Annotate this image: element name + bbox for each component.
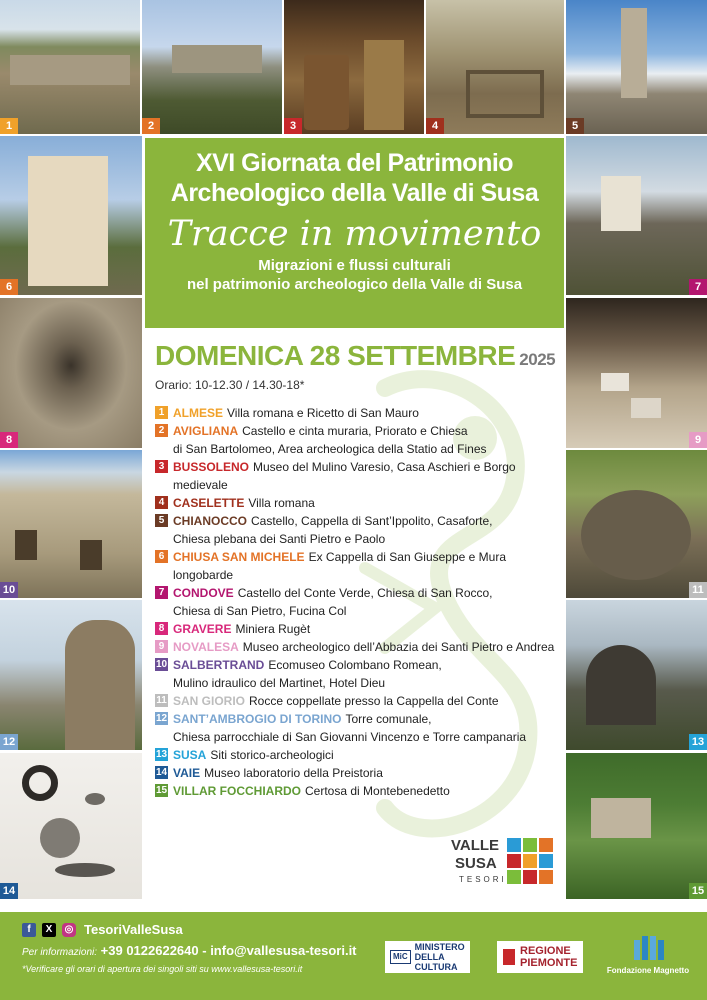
site-number-badge: 13 [155, 748, 168, 760]
site-town: AVIGLIANA [173, 424, 239, 438]
site-town: SANT’AMBROGIO DI TORINO [173, 712, 342, 726]
site-text [173, 620, 560, 638]
photo-6-chiusa-san-michele [0, 136, 142, 295]
site-town: SAN GIORIO [173, 694, 246, 708]
site-description: Chiesa plebana dei Santi Pietro e Paolo [173, 532, 386, 546]
event-title [145, 148, 564, 208]
photo-number: 12 [0, 734, 18, 750]
site-number-badge: 3 [155, 460, 168, 473]
site-town: CHIANOCCO [173, 514, 247, 528]
site-item [155, 656, 560, 674]
event-title-line1: XVI Giornata del Patrimonio [195, 149, 514, 177]
photo-number: 13 [689, 734, 707, 750]
mic-abbr: MiC [390, 950, 411, 964]
photo-number: 3 [284, 118, 302, 134]
photo-number: 2 [142, 118, 160, 134]
site-text [173, 422, 560, 440]
site-text [173, 764, 560, 782]
site-town: GRAVERE [173, 622, 232, 636]
photo-number: 15 [689, 883, 707, 899]
photo-15-villar-focchiardo [566, 753, 707, 899]
site-item [155, 620, 560, 638]
instagram-icon[interactable]: ◎ [62, 923, 76, 937]
site-item-continuation [155, 440, 560, 458]
site-text [173, 638, 560, 656]
photo-number: 6 [0, 279, 18, 295]
site-number-badge: 10 [155, 658, 168, 670]
event-subtitle-line2: nel patrimonio archeologico della Valle di Susa [186, 276, 523, 293]
site-description: Chiesa parrocchiale di San Giovanni Vincenzo e Torre campanaria [173, 730, 527, 744]
mic-line1: MINISTERO [414, 942, 465, 952]
site-town: SALBERTRAND [173, 658, 265, 672]
contact-info [22, 943, 357, 958]
site-description: Siti storico-archeologici [210, 748, 334, 762]
site-item [155, 422, 560, 440]
regione-line2: PIEMONTE [520, 957, 578, 969]
social-handle[interactable]: TesoriValleSusa [84, 922, 183, 937]
site-text [173, 440, 560, 458]
photo-number: 11 [689, 582, 707, 598]
site-item [155, 512, 560, 530]
event-subtitle [145, 256, 564, 294]
photo-number: 10 [0, 582, 18, 598]
photo-4-caselette [426, 0, 564, 134]
photo-8-gravere [0, 298, 142, 448]
photo-number: 9 [689, 432, 707, 448]
site-item [155, 638, 560, 656]
photo-number: 4 [426, 118, 444, 134]
site-description: Torre comunale, [345, 712, 432, 726]
site-description: Villa romana e Ricetto di San Mauro [227, 406, 419, 420]
site-text [173, 782, 560, 800]
fondazione-name: Fondazione Magnetto [606, 966, 690, 975]
magnetto-emblem-icon [630, 934, 666, 964]
site-item [155, 458, 560, 494]
event-subtitle-line1: Migrazioni e flussi culturali [258, 257, 451, 274]
ministero-cultura-logo [385, 932, 470, 982]
site-text [173, 530, 560, 548]
site-item [155, 494, 560, 512]
photo-number: 7 [689, 279, 707, 295]
site-item [155, 764, 560, 782]
badge-spacer [155, 604, 168, 617]
site-item [155, 746, 560, 764]
opening-hours: Orario: 10-12.30 / 14.30-18* [155, 378, 305, 392]
site-description: Castello e cinta muraria, Priorato e Chiesa [242, 424, 468, 438]
site-list [155, 404, 560, 800]
photo-14-vaie [0, 753, 142, 899]
site-text [173, 548, 560, 584]
site-town: SUSA [173, 748, 207, 762]
photo-13-susa [566, 600, 707, 750]
site-description: Ecomuseo Colombano Romean, [268, 658, 442, 672]
site-description: di San Bartolomeo, Area archeologica della Statio ad Fines [173, 442, 487, 456]
valle-susa-tesori-logo [451, 833, 561, 888]
site-town: VAIE [173, 766, 201, 780]
logo-line3: TESORI [459, 875, 507, 884]
event-date-text: DOMENICA 28 SETTEMBRE [155, 340, 516, 371]
site-number-badge: 15 [155, 784, 168, 796]
site-description: Miniera Rugèt [235, 622, 311, 636]
site-text [173, 728, 560, 746]
photo-number: 14 [0, 883, 18, 899]
site-number-badge: 9 [155, 640, 168, 653]
site-text [173, 692, 560, 710]
event-tagline: Tracce in movimento [167, 214, 542, 254]
site-item [155, 710, 560, 728]
photo-12-santambrogio [0, 600, 142, 750]
site-item-continuation [155, 602, 560, 620]
site-item-continuation [155, 728, 560, 746]
site-town: BUSSOLENO [173, 460, 250, 474]
photo-7-condove [566, 136, 707, 295]
site-description: Museo archeologico dell’Abbazia dei Santi Pietro e Andrea [242, 640, 555, 654]
x-icon[interactable]: X [42, 923, 56, 937]
site-text [173, 602, 560, 620]
site-text [173, 710, 560, 728]
site-description: Museo laboratorio della Preistoria [204, 766, 383, 780]
site-description: Certosa di Montebenedetto [305, 784, 450, 798]
photo-2-avigliana [142, 0, 282, 134]
site-number-badge: 11 [156, 694, 167, 706]
site-number-badge: 1 [155, 406, 168, 419]
badge-spacer [155, 442, 168, 455]
site-town: CASELETTE [173, 496, 245, 510]
site-item [155, 782, 560, 800]
facebook-icon[interactable]: f [22, 923, 36, 937]
photo-11-san-giorio [566, 450, 707, 598]
event-year: 2025 [519, 350, 556, 369]
photo-3-bussoleno [284, 0, 424, 134]
site-description: Villa romana [248, 496, 315, 510]
site-text [173, 584, 560, 602]
phone-number[interactable]: +39 0122622640 [100, 943, 199, 958]
site-number-badge: 2 [155, 424, 168, 437]
site-description: Rocce coppellate presso la Cappella del Conte [249, 694, 499, 708]
badge-spacer [155, 532, 168, 545]
site-item [155, 584, 560, 602]
fondazione-magnetto-logo [598, 934, 698, 984]
site-town: CONDOVE [173, 586, 234, 600]
site-text [173, 656, 560, 674]
photo-number: 8 [0, 432, 18, 448]
site-number-badge: 14 [155, 766, 168, 778]
photo-1-almese [0, 0, 140, 134]
badge-spacer [155, 676, 168, 689]
site-description: Castello del Conte Verde, Chiesa di San Rocco, [237, 586, 493, 600]
site-number-badge: 8 [155, 622, 168, 635]
site-text [173, 494, 560, 512]
site-item [155, 404, 560, 422]
photo-10-salbertrand [0, 450, 142, 598]
photo-number: 5 [566, 118, 584, 134]
event-date [155, 340, 555, 372]
site-description: Museo del Mulino Varesio, Casa Aschieri e Borgo medievale [173, 460, 516, 492]
site-item [155, 548, 560, 584]
contact-separator: - [198, 943, 211, 958]
info-label: Per informazioni: [22, 947, 98, 958]
site-text [173, 404, 560, 422]
piemonte-crest-icon [503, 949, 515, 965]
event-title-line2: Archeologico della Valle di Susa [170, 179, 539, 207]
site-description: Mulino idraulico del Martinet, Hotel Dieu [173, 676, 386, 690]
title-panel [145, 138, 564, 328]
site-text [173, 746, 560, 764]
photo-9-novalesa [566, 298, 707, 448]
site-town: NOVALESA [173, 640, 239, 654]
site-description: Chiesa di San Pietro, Fucina Col [173, 604, 347, 618]
site-description: Castello, Cappella di Sant’Ippolito, Casaforte, [251, 514, 493, 528]
site-town: CHIUSA SAN MICHELE [173, 550, 305, 564]
site-town: VILLAR FOCCHIARDO [173, 784, 301, 798]
regione-line1: REGIONE [520, 945, 571, 957]
site-number-badge: 4 [155, 496, 168, 509]
logo-line2: SUSA [455, 855, 497, 872]
logo-line1: VALLE [451, 837, 500, 854]
site-item-continuation [155, 530, 560, 548]
site-text [173, 512, 560, 530]
schedule-note: *Verificare gli orari di apertura dei singoli siti su www.vallesusa-tesori.it [22, 964, 303, 974]
site-description: Ex Cappella di San Giuseppe e Mura longobarde [173, 550, 507, 582]
site-item [155, 692, 560, 710]
social-links [22, 922, 183, 937]
email-link[interactable]: info@vallesusa-tesori.it [210, 943, 357, 958]
site-number-badge: 12 [155, 712, 168, 724]
site-number-badge: 7 [155, 586, 168, 599]
footer [0, 912, 707, 1000]
site-number-badge: 5 [155, 514, 168, 527]
mic-line2: DELLA [414, 952, 445, 962]
site-text [173, 458, 560, 494]
site-town: ALMESE [173, 406, 224, 420]
photo-5-chianocco [566, 0, 707, 134]
site-number-badge: 6 [155, 550, 168, 563]
badge-spacer [155, 730, 168, 743]
photo-number: 1 [0, 118, 18, 134]
regione-piemonte-logo [497, 932, 583, 982]
site-item-continuation [155, 674, 560, 692]
mic-line3: CULTURA [414, 962, 458, 972]
site-text [173, 674, 560, 692]
program-panel [145, 328, 564, 898]
